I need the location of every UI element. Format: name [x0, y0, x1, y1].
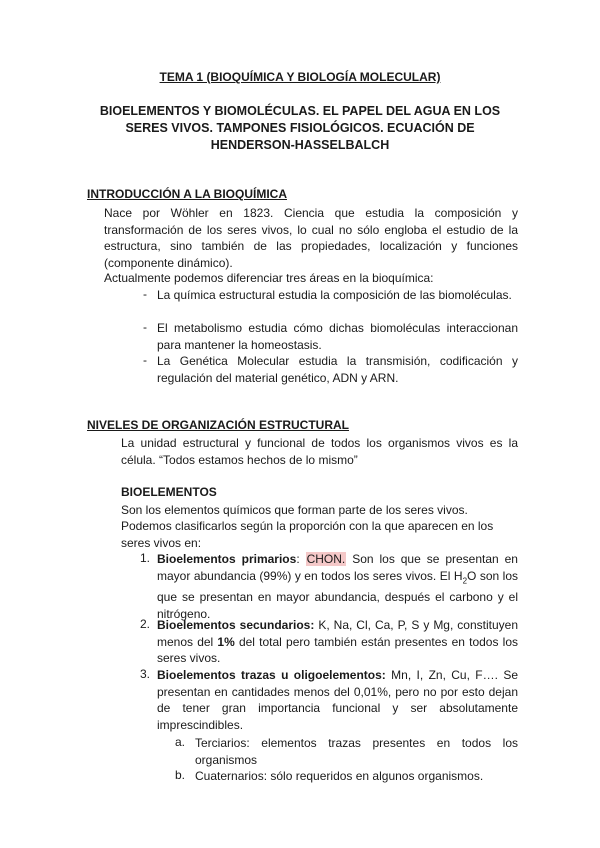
percentage: 1% [217, 634, 235, 649]
number-marker: 1. [140, 551, 151, 565]
item-text: O son los que se presentan en mayor abundancia, después el carbono y el nitrógeno. [157, 568, 518, 621]
levels-paragraph: La unidad estructural y funcional de todos los organismos vivos es la célula. “Todos estamos hechos de lo mismo” [121, 436, 518, 467]
item-text: Son los que se presentan en mayor abundancia (99%) y en todos los seres vivos. El H [157, 552, 518, 583]
sub-list-item [175, 735, 518, 768]
term: Bioelementos trazas u oligoelementos: [157, 668, 386, 682]
bioelements-intro-line2: Podemos clasificarlos según la proporción con la que aparecen en los seres vivos en: [121, 519, 494, 550]
list-item [143, 287, 518, 304]
letter-marker: b. [175, 768, 186, 782]
term: Bioelementos secundarios: [157, 618, 315, 632]
highlight: CHON. [306, 552, 346, 566]
item-text: Mn, I, Zn, Cu, F…. Se presentan en cantidades menos del 0,01%, pero no por esto dejan de tener gran importancia funcional y ser absolutamente imprescindibles. [157, 668, 519, 732]
list-item [140, 551, 518, 622]
list-item-text: La química estructural estudia la composición de las biomoléculas. [157, 288, 512, 302]
dash-marker: - [143, 320, 147, 334]
list-item [143, 320, 518, 353]
list-item [143, 353, 518, 386]
intro-paragraph: Nace por Wöhler en 1823. Ciencia que estudia la composición y transformación de los seres vivos, lo cual no sólo engloba el estudio de la estructura, sino también de las propiedades, localización y funciones (componente dinámico). [104, 206, 518, 270]
subtitle-line: HENDERSON-HASSELBALCH [210, 138, 390, 152]
list-item-text [157, 551, 518, 622]
term-colon: : [296, 552, 300, 566]
list-item [140, 667, 518, 733]
letter-marker: a. [175, 735, 186, 749]
levels-heading: NIVELES DE ORGANIZACIÓN ESTRUCTURAL [87, 418, 350, 432]
list-item-text: El metabolismo estudia cómo dichas biomoléculas interaccionan para mantener la homeostasis. [157, 321, 518, 352]
sub-item-text: Terciarios: elementos trazas presentes en todos los organismos [195, 736, 518, 767]
topic-title: TEMA 1 (BIOQUÍMICA Y BIOLOGÍA MOLECULAR) [159, 70, 441, 84]
term: Bioelementos primarios [157, 552, 297, 566]
subtitle [0, 103, 600, 154]
sub-list-item [175, 768, 518, 785]
dash-marker: - [143, 287, 147, 301]
subtitle-line: SERES VIVOS. TAMPONES FISIOLÓGICOS. ECUACIÓN DE [125, 121, 475, 135]
subscript: 2 [462, 575, 468, 585]
sub-item-text: Cuaternarios: sólo requeridos en algunos organismos. [195, 769, 484, 783]
intro-heading: INTRODUCCIÓN A LA BIOQUÍMICA [87, 187, 287, 201]
list-item-text [157, 667, 518, 733]
item-text: del total pero también están presentes en todos los seres vivos. [157, 634, 518, 665]
item-text: K, Na, Cl, Ca, P, S y Mg, constituyen menos del [157, 618, 518, 649]
dash-marker: - [143, 353, 147, 367]
bioelements-heading: BIOELEMENTOS [121, 485, 217, 499]
number-marker: 2. [140, 617, 151, 631]
subtitle-line: BIOELEMENTOS Y BIOMOLÉCULAS. EL PAPEL DEL AGUA EN LOS [99, 104, 501, 118]
list-item [140, 617, 518, 667]
areas-intro: Actualmente podemos diferenciar tres áreas en la bioquímica: [104, 271, 434, 285]
list-item-text: La Genética Molecular estudia la transmisión, codificación y regulación del material genético, ADN y ARN. [157, 354, 518, 385]
bioelements-intro-line1: Son los elementos químicos que forman parte de los seres vivos. [121, 503, 468, 517]
number-marker: 3. [140, 667, 151, 681]
list-item-text [157, 617, 518, 667]
